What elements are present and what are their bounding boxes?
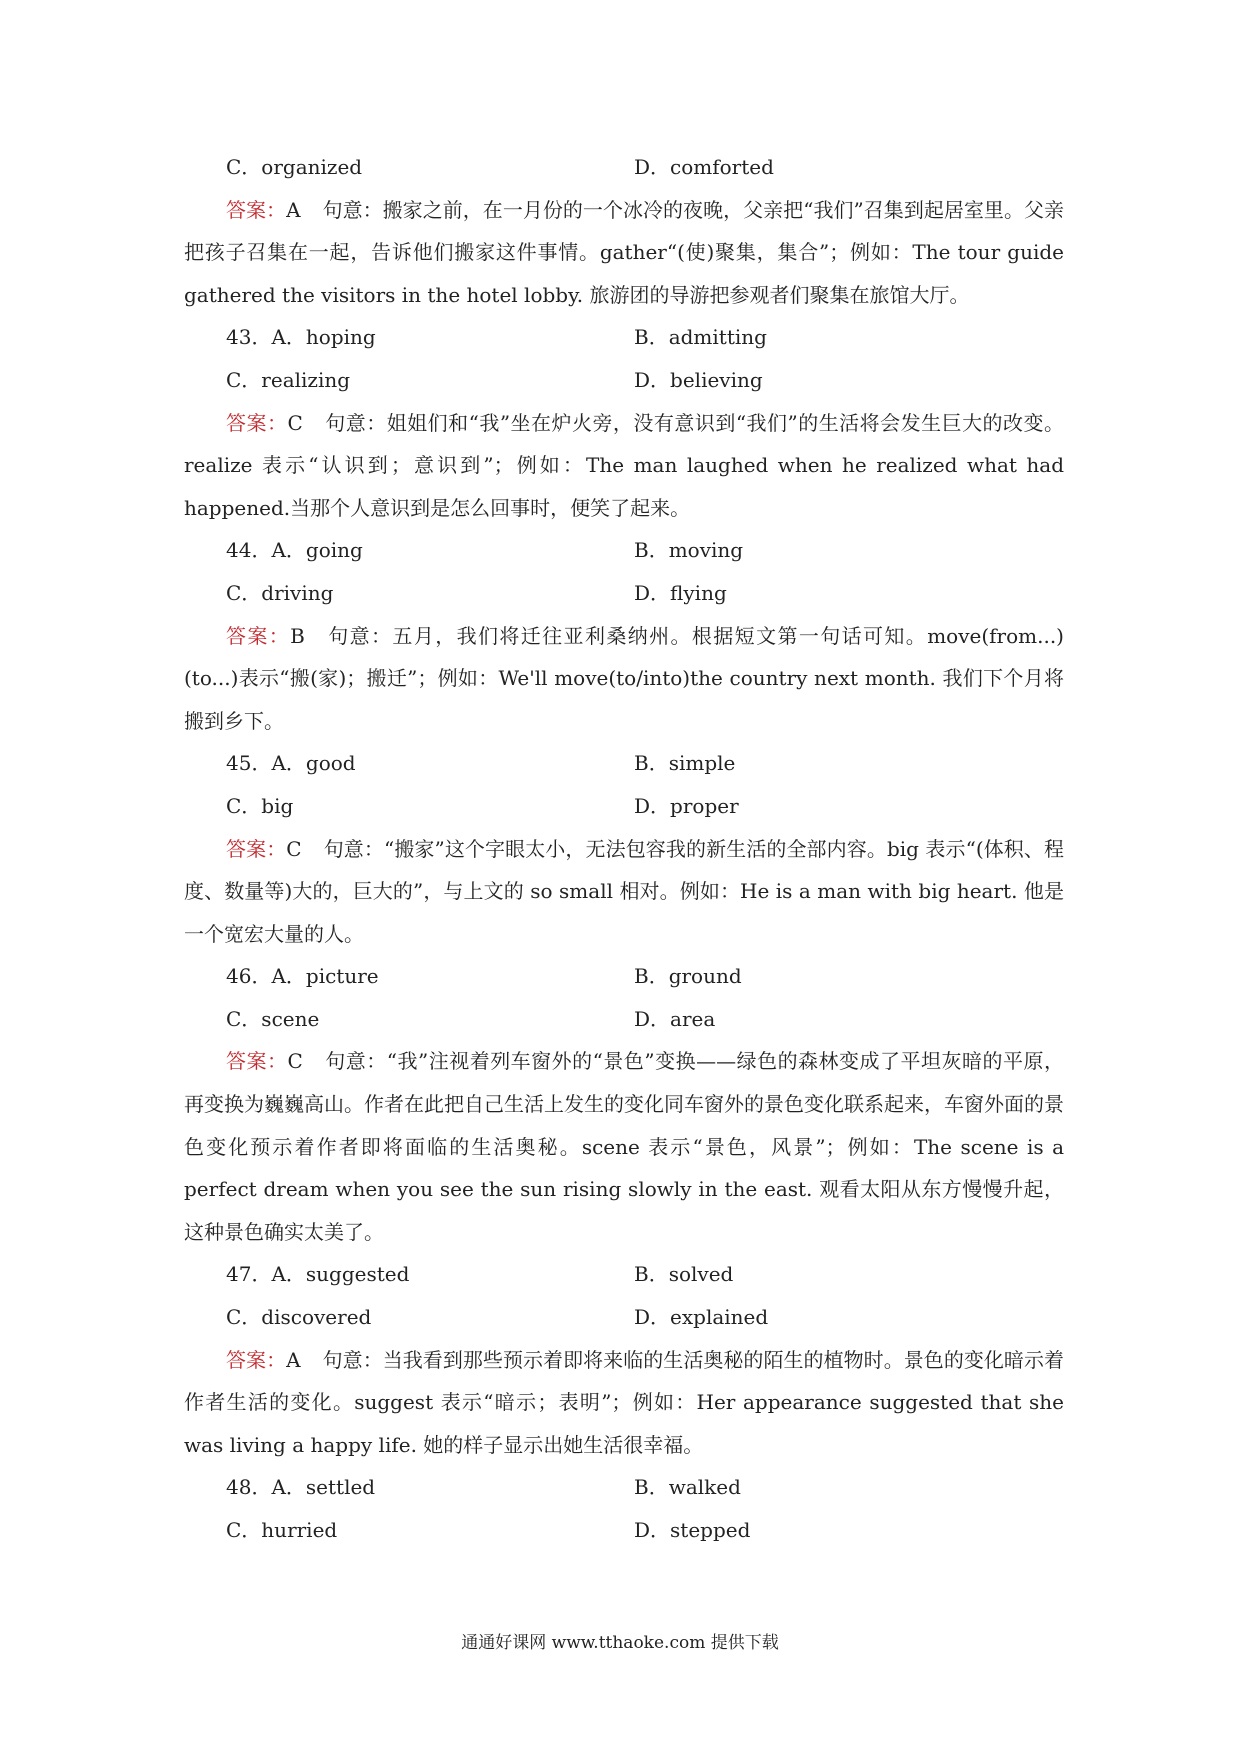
answer-label: 答案： <box>226 836 287 861</box>
option-b: B．simple <box>634 751 736 776</box>
option-b: B．admitting <box>634 325 767 350</box>
option-d: D．flying <box>634 580 727 605</box>
option-c: C．hurried <box>226 1518 338 1542</box>
option-a: 45．A．good <box>226 751 356 776</box>
option-a: 47．A．suggested <box>226 1262 410 1287</box>
option-row <box>184 1296 1064 1339</box>
answer-explanation: 句意：搬家之前，在一月份的一个冰冷的夜晚，父亲把“我们”召集到起居室里。父亲把孩子召集在一起，告诉他们搬家这件事情。gather“(使)聚集，集合”；例如：The tour guide gathered the visitors in the hotel lobby. 旅游团的导游把参观者们聚集在旅馆大厅。 <box>184 197 1065 307</box>
answer-label: 答案： <box>226 410 288 435</box>
answer-letter: C <box>287 1049 303 1074</box>
option-d: D．comforted <box>634 155 774 179</box>
option-c: C．driving <box>226 580 334 605</box>
answer-letter: C <box>287 410 303 435</box>
option-row <box>184 785 1064 828</box>
option-row <box>184 572 1064 615</box>
option-row <box>184 1466 1064 1509</box>
answer-paragraph <box>184 189 1064 317</box>
answer-letter: B <box>290 623 305 648</box>
option-row <box>184 146 1064 189</box>
option-row <box>184 316 1064 359</box>
option-a: 43．A．hoping <box>226 325 376 350</box>
answer-explanation: 句意：五月，我们将迁往亚利桑纳州。根据短文第一句话可知。move(from...)(to...)表示“搬(家)；搬迁”；例如：We'll move(to/into)the country next month. 我们下个月将搬到乡下。 <box>184 623 1064 733</box>
option-row <box>184 998 1064 1041</box>
option-c: C．scene <box>226 1006 320 1031</box>
option-c: C．big <box>226 793 294 818</box>
answer-label: 答案： <box>226 623 291 648</box>
answer-paragraph <box>184 615 1064 743</box>
answer-paragraph <box>184 828 1064 956</box>
answer-explanation: 句意：姐姐们和“我”坐在炉火旁，没有意识到“我们”的生活将会发生巨大的改变。realize 表示“认识到；意识到”；例如：The man laughed when he realized what had happened.当那个人意识到是怎么回事时，便笑了起来。 <box>184 410 1064 520</box>
answer-letter: A <box>286 197 301 222</box>
option-c: C．discovered <box>226 1305 372 1330</box>
answer-letter: A <box>286 1347 301 1372</box>
option-b: B．moving <box>634 538 744 563</box>
answer-paragraph <box>184 1040 1064 1253</box>
answer-explanation: 句意：“我”注视着列车窗外的“景色”变换——绿色的森林变成了平坦灰暗的平原，再变换为巍巍高山。作者在此把自己生活上发生的变化同车窗外的景色变化联系起来，车窗外面的景色变化预示着作者即将面临的生活奥秘。scene 表示“景色，风景”；例如：The scene is a perfect dream when you see the sun rising slowly in the east. 观看太阳从东方慢慢升起，这种景色确实太美了。 <box>184 1049 1064 1244</box>
option-row <box>184 955 1064 998</box>
answer-paragraph <box>184 402 1064 530</box>
answer-explanation: 句意：当我看到那些预示着即将来临的生活奥秘的陌生的植物时。景色的变化暗示着作者生活的变化。suggest 表示“暗示；表明”；例如：Her appearance suggested that she was living a happy life. 她的样子显示出她生活很幸福。 <box>184 1347 1065 1457</box>
option-a: 44．A．going <box>226 538 363 563</box>
option-a: 46．A．picture <box>226 964 379 989</box>
document-body <box>184 146 1064 1552</box>
answer-label: 答案： <box>226 1049 288 1074</box>
answer-label: 答案： <box>226 197 287 222</box>
option-d: D．proper <box>634 793 739 818</box>
option-d: D．area <box>634 1006 716 1031</box>
option-b: B．solved <box>634 1262 734 1287</box>
option-row <box>184 1253 1064 1296</box>
option-b: B．ground <box>634 964 742 989</box>
option-d: D．believing <box>634 367 763 392</box>
option-d: D．explained <box>634 1305 769 1330</box>
answer-letter: C <box>286 836 302 861</box>
answer-paragraph <box>184 1339 1064 1467</box>
page-footer: 通通好课网 www.tthaoke.com 提供下载 <box>461 1633 779 1653</box>
option-c: C．organized <box>226 155 363 179</box>
option-row <box>184 742 1064 785</box>
option-c: C．realizing <box>226 367 351 392</box>
option-row <box>184 529 1064 572</box>
answer-label: 答案： <box>226 1347 287 1372</box>
option-row <box>184 359 1064 402</box>
option-row <box>184 1509 1064 1552</box>
option-b: B．walked <box>634 1475 741 1500</box>
answer-explanation: 句意：“搬家”这个字眼太小，无法包容我的新生活的全部内容。big 表示“(体积、程度、数量等)大的，巨大的”，与上文的 so small 相对。例如：He is a man with big heart. 他是一个宽宏大量的人。 <box>184 836 1065 946</box>
option-a: 48．A．settled <box>226 1475 376 1500</box>
option-d: D．stepped <box>634 1518 751 1542</box>
